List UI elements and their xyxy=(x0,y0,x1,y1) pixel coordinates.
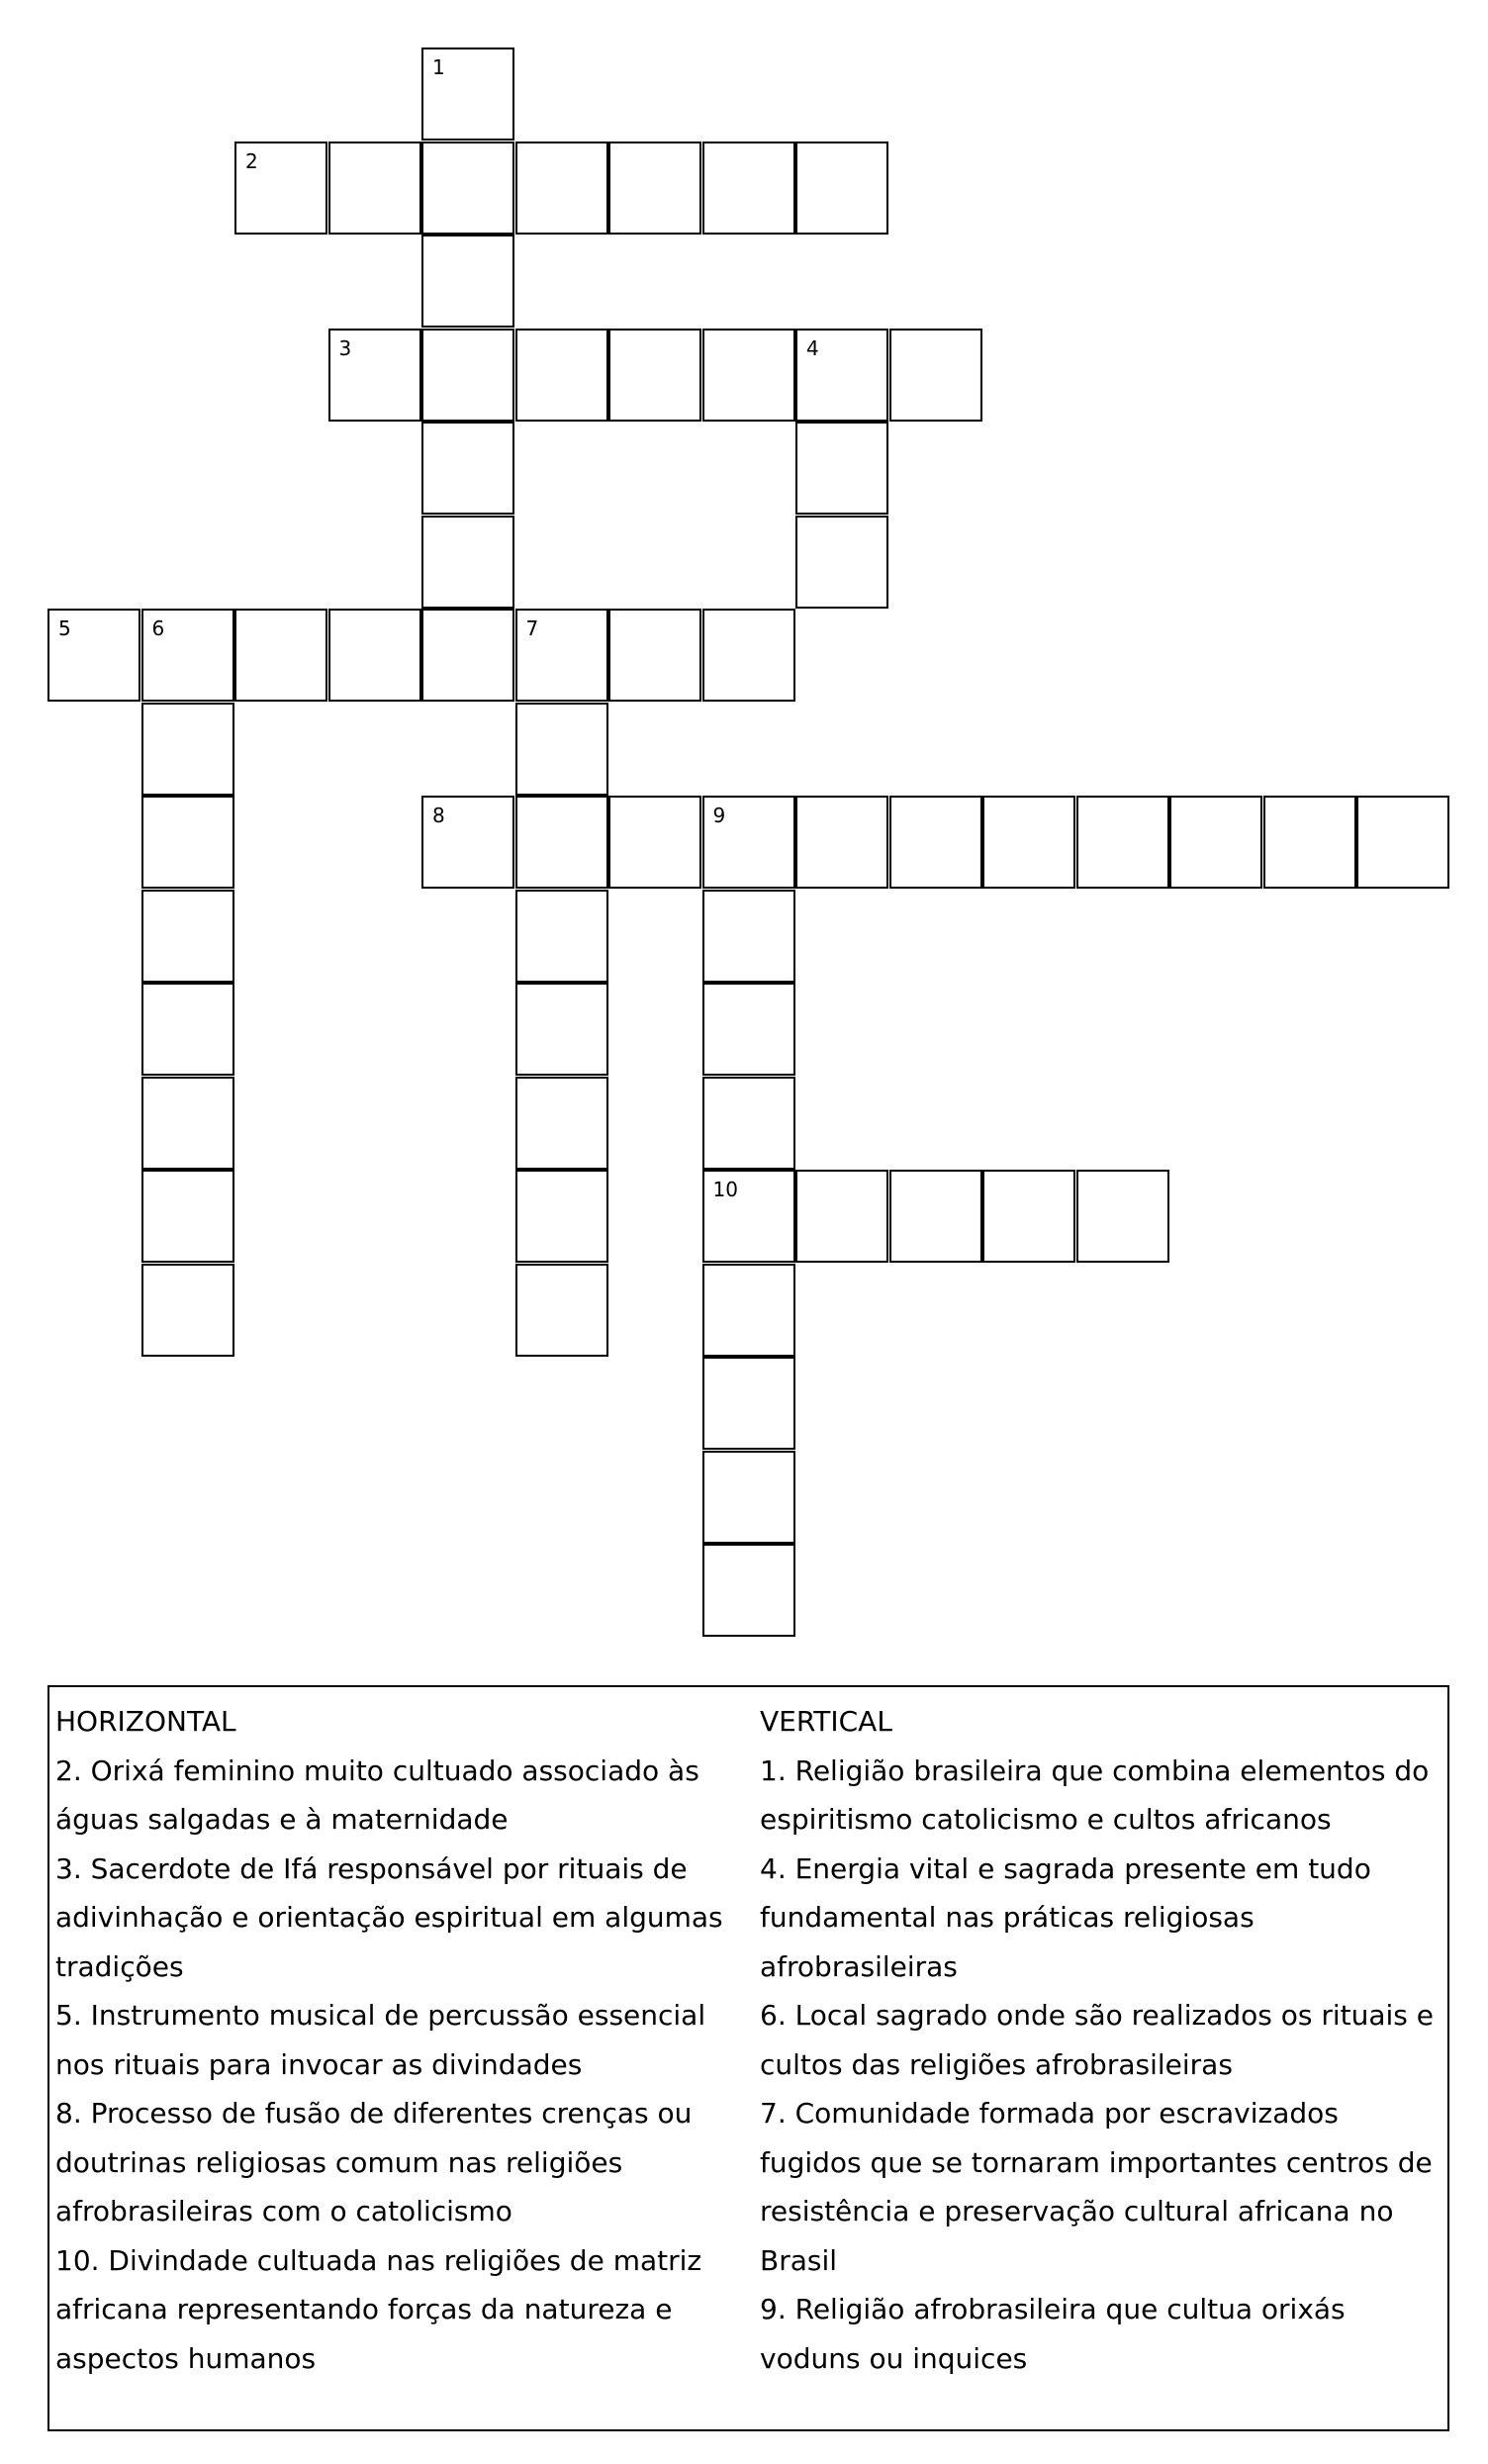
horizontal-heading: HORIZONTAL xyxy=(55,1705,236,1738)
grid-cell[interactable] xyxy=(328,142,421,235)
clue-v-4: 4. Energia vital e sagrada presente em tudo fundamental nas práticas religiosas afrobrasileiras xyxy=(760,1851,1371,1983)
grid-cell[interactable] xyxy=(234,142,327,235)
grid-cell[interactable] xyxy=(795,329,888,422)
grid-cell[interactable] xyxy=(795,142,888,235)
clue-h-5: 5. Instrumento musical de percussão essencial nos rituais para invocar as divindades xyxy=(55,1999,706,2081)
grid-cell[interactable] xyxy=(702,329,795,422)
clues-box xyxy=(47,1685,1449,2431)
grid-cell[interactable] xyxy=(141,1264,234,1357)
grid-cell[interactable] xyxy=(47,609,140,702)
clue-number: 7 xyxy=(525,616,539,640)
grid-cell[interactable] xyxy=(421,516,514,609)
clue-number: 8 xyxy=(432,804,445,827)
grid-cell[interactable] xyxy=(515,703,608,796)
grid-cell[interactable] xyxy=(1169,796,1262,889)
grid-cell[interactable] xyxy=(702,142,795,235)
grid-cell[interactable] xyxy=(515,890,608,983)
clue-number: 6 xyxy=(151,616,165,640)
grid-cell[interactable] xyxy=(141,796,234,889)
grid-cell[interactable] xyxy=(328,329,421,422)
grid-cell[interactable] xyxy=(421,235,514,328)
clue-v-7: 7. Comunidade formada por escravizados fugidos que se tornaram importantes centros de resistência e preservação cultural africana no Brasil xyxy=(760,2097,1433,2277)
grid-cell[interactable] xyxy=(889,1170,982,1263)
grid-cell[interactable] xyxy=(608,329,701,422)
grid-cell[interactable] xyxy=(889,796,982,889)
grid-cell[interactable] xyxy=(1076,1170,1169,1263)
grid-cell[interactable] xyxy=(795,516,888,609)
grid-cell[interactable] xyxy=(421,142,514,235)
grid-cell[interactable] xyxy=(515,329,608,422)
clue-v-1: 1. Religião brasileira que combina elementos do espiritismo catolicismo e cultos africanos xyxy=(760,1753,1430,1836)
grid-cell[interactable] xyxy=(795,422,888,515)
grid-cell[interactable] xyxy=(702,609,795,702)
grid-cell[interactable] xyxy=(1263,796,1356,889)
grid-cell[interactable] xyxy=(982,796,1075,889)
clue-h-10: 10. Divindade cultuada nas religiões de matriz africana representando forças da natureza e aspectos humanos xyxy=(55,2243,702,2375)
grid-cell[interactable] xyxy=(421,609,514,702)
grid-cell[interactable] xyxy=(702,1544,795,1637)
grid-cell[interactable] xyxy=(702,1357,795,1450)
vertical-clues xyxy=(760,1697,1447,2383)
clue-h-2: 2. Orixá feminino muito cultuado associado às águas salgadas e à maternidade xyxy=(55,1753,699,1836)
clue-h-3: 3. Sacerdote de Ifá responsável por rituais de adivinhação e orientação espiritual em algumas tradições xyxy=(55,1851,723,1983)
grid-cell[interactable] xyxy=(234,609,327,702)
clue-number: 2 xyxy=(245,148,258,173)
grid-cell[interactable] xyxy=(608,796,701,889)
grid-cell[interactable] xyxy=(515,609,608,702)
grid-cell[interactable] xyxy=(421,329,514,422)
grid-cell[interactable] xyxy=(795,1170,888,1263)
grid-cell[interactable] xyxy=(982,1170,1075,1263)
grid-cell[interactable] xyxy=(141,609,234,702)
clue-number: 3 xyxy=(338,335,352,360)
grid-cell[interactable] xyxy=(702,1170,795,1263)
clue-v-6: 6. Local sagrado onde são realizados os rituais e cultos das religiões afrobrasileiras xyxy=(760,1999,1435,2081)
grid-cell[interactable] xyxy=(1076,796,1169,889)
clue-number: 4 xyxy=(806,335,819,360)
grid-cell[interactable] xyxy=(515,796,608,889)
grid-cell[interactable] xyxy=(608,609,701,702)
clue-number: 1 xyxy=(432,55,445,79)
grid-cell[interactable] xyxy=(421,422,514,515)
grid-cell[interactable] xyxy=(141,703,234,796)
grid-cell[interactable] xyxy=(889,329,982,422)
grid-cell[interactable] xyxy=(141,890,234,983)
grid-cell[interactable] xyxy=(141,983,234,1076)
grid-cell[interactable] xyxy=(421,47,514,141)
grid-cell[interactable] xyxy=(608,142,701,235)
clue-h-8: 8. Processo de fusão de diferentes crenças ou doutrinas religiosas comum nas religiões afrobrasileiras com o catolicismo xyxy=(55,2097,693,2227)
grid-cell[interactable] xyxy=(1356,796,1449,889)
grid-cell[interactable] xyxy=(702,890,795,983)
grid-cell[interactable] xyxy=(515,142,608,235)
vertical-heading: VERTICAL xyxy=(760,1705,892,1738)
clue-number: 9 xyxy=(712,804,726,827)
grid-cell[interactable] xyxy=(702,983,795,1076)
grid-cell[interactable] xyxy=(515,1077,608,1170)
grid-cell[interactable] xyxy=(702,796,795,889)
clue-number: 5 xyxy=(58,616,71,640)
grid-cell[interactable] xyxy=(515,1264,608,1357)
clue-number: 10 xyxy=(712,1178,738,1201)
grid-cell[interactable] xyxy=(141,1077,234,1170)
grid-cell[interactable] xyxy=(328,609,421,702)
grid-cell[interactable] xyxy=(795,796,888,889)
horizontal-clues xyxy=(55,1697,748,2383)
grid-cell[interactable] xyxy=(515,983,608,1076)
grid-cell[interactable] xyxy=(702,1451,795,1544)
grid-cell[interactable] xyxy=(702,1077,795,1170)
grid-cell[interactable] xyxy=(421,796,514,889)
grid-cell[interactable] xyxy=(702,1264,795,1357)
grid-cell[interactable] xyxy=(515,1170,608,1263)
clue-v-9: 9. Religião afrobrasileira que cultua orixás voduns ou inquices xyxy=(760,2293,1346,2375)
grid-cell[interactable] xyxy=(141,1170,234,1263)
